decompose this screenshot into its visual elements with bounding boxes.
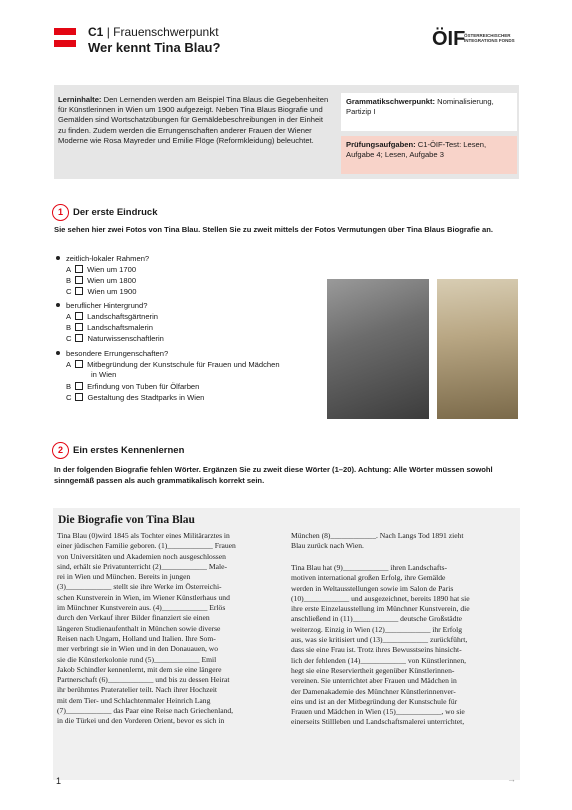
photo-portrait: [327, 279, 429, 419]
checkbox-icon: [75, 334, 83, 342]
bio-line: in die Türkei und den Vorderen Orient, bevor es sich in: [57, 716, 225, 726]
bio-line: (3)____________ stellt sie ihre Werke im Österreichi-: [57, 582, 222, 592]
question: besondere Errungenschaften?: [56, 349, 168, 359]
option[interactable]: B Wien um 1800: [66, 276, 137, 285]
bio-right-column-bottom: [291, 563, 516, 728]
bio-line: vereinen. Sie unterrichtet aber Frauen und Mädchen in: [291, 676, 457, 686]
option[interactable]: C Wien um 1900: [66, 287, 137, 296]
option[interactable]: A Landschaftsgärtnerin: [66, 312, 158, 321]
photo-painting-outdoors: [437, 279, 518, 419]
bio-line: (10)____________ und ausgezeichnet, bereits 1890 hat sie: [291, 593, 470, 603]
checkbox-icon: [75, 287, 83, 295]
bio-box: [53, 508, 520, 780]
intro-box: [54, 85, 519, 179]
section-instruction: Sie sehen hier zwei Fotos von Tina Blau. Stellen Sie zu zweit mittels der Fotos Vermutungen über Tina Blaus Biografie an.: [54, 225, 493, 234]
section-number: 1: [52, 204, 69, 221]
bio-line: aus, was sie kritisiert und (13)____________ zurückführt,: [291, 635, 468, 645]
bio-line: Blau zurück nach Wien.: [291, 541, 364, 551]
checkbox-icon: [75, 276, 83, 284]
option[interactable]: A Wien um 1700: [66, 265, 137, 274]
bio-line: mer verbringt sie in Wien und in den Donauauen, wo: [57, 644, 219, 654]
bio-line: lich der fehlenden (14)____________ von Künstlerinnen,: [291, 655, 467, 665]
bio-line: eins und ist an der Mitbegründung der Kunstschule für: [291, 696, 458, 706]
page-number: 1: [56, 776, 62, 786]
bio-line: durch den Verkauf ihrer Bilder finanziert sie einen: [57, 613, 210, 623]
option[interactable]: C Gestaltung des Stadtparks in Wien: [66, 393, 205, 402]
bio-title: Die Biografie von Tina Blau: [58, 514, 195, 526]
question: beruflicher Hintergrund?: [56, 301, 147, 311]
page-title: Wer kennt Tina Blau?: [88, 40, 221, 55]
bio-line: (7)____________ das Paar eine Reise nach Griechenland,: [57, 706, 234, 716]
bio-line: Tina Blau hat (9)____________ ihren Landschafts-: [291, 563, 447, 572]
option[interactable]: A Mitbegründung der Kunstschule für Frauen und Mädchen: [66, 360, 280, 369]
grammatik-box: Grammatikschwerpunkt: Nominalisierung, Partizip I: [341, 93, 517, 131]
bio-line: Frauen und Mädchen in Wien (15)____________, wo sie: [291, 707, 465, 717]
pruefung-box: Prüfungsaufgaben: C1-ÖIF-Test: Lesen, Aufgabe 4; Lesen, Aufgabe 3: [341, 136, 517, 174]
option[interactable]: B Erfindung von Tuben für Ölfarben: [66, 382, 200, 391]
bio-line: schen Kunstverein in Wien, im Wiener Künstlerhaus und: [57, 592, 230, 602]
option-continuation: in Wien: [91, 370, 117, 379]
oif-logo: ÖIF ÖSTERREICHISCHER INTEGRATIONS FONDS: [432, 28, 515, 50]
checkbox-icon: [75, 393, 83, 401]
bio-line: weiterzog. Einzig in Wien (12)____________ ihr Erfolg: [291, 624, 463, 634]
bio-line: hegt sie eine Reserviertheit gegenüber Künstlerinnen-: [291, 665, 455, 675]
bio-line: längeren Studienaufenthalt in München sowie diverse: [57, 623, 221, 633]
checkbox-icon: [75, 360, 83, 368]
bio-line: Partnerschaft (6)____________ und bis zu dessen Heirat: [57, 675, 230, 685]
bio-line: mit dem Tier- und Schlachtenmaler Heinrich Lang: [57, 695, 211, 705]
section-title: Der erste Eindruck: [73, 207, 158, 218]
level-label: C1 | Frauenschwerpunkt: [88, 25, 219, 39]
bio-line: dass sie eine Frau ist. Trotz ihres Bewusstseins hinsicht-: [291, 645, 462, 655]
bio-line: rei in Wien und München. Bereits in jungen: [57, 572, 191, 582]
bio-line: sind, erhält sie Privatunterricht (2)____________ Male-: [57, 561, 227, 571]
bio-line: Tina Blau (0)wird 1845 als Tochter eines Militärarztes in: [57, 531, 230, 540]
section-instruction: In der folgenden Biografie fehlen Wörter. Ergänzen Sie zu zweit diese Wörter (1–20). Achtung: Alle Wörter müssen sowohl sinngemäß passen als auch grammatikalisch korrekt sein.: [54, 465, 493, 485]
bio-line: anschließend in (11)____________ deutsche Großstädte: [291, 614, 462, 624]
section-number: 2: [52, 442, 69, 459]
checkbox-icon: [75, 323, 83, 331]
option[interactable]: C Naturwissenschaftlerin: [66, 334, 164, 343]
bio-line: Reisen nach Ungarn, Holland und Italien. Ihre Som-: [57, 633, 216, 643]
next-arrow-icon[interactable]: →: [507, 774, 516, 784]
brand-bars: [54, 28, 76, 52]
bio-line: München (8)____________. Nach Langs Tod 1891 zieht: [291, 531, 464, 540]
bio-line: Jakob Schindler kennenlernt, mit dem sie eine längere: [57, 664, 222, 674]
bio-line: von Universitäten und Akademien noch ausgeschlossen: [57, 551, 226, 561]
bio-line: der Damenakademie des Münchner Künstlerinnenver-: [291, 686, 456, 696]
bio-line: sie die Künstlerkolonie rund (5)____________ Emil: [57, 654, 217, 664]
bio-line: motiven international großen Erfolg, ihre Gemälde: [291, 573, 446, 583]
bio-line: ihr berühmtes Prateratelier teilt. Nach ihrer Hochzeit: [57, 685, 218, 695]
bio-line: einerseits Stillleben und Landschaftsmalerei unterrichtet,: [291, 717, 465, 727]
bio-line: werden in Weltausstellungen sowie im Salon de Paris: [291, 583, 454, 593]
checkbox-icon: [75, 382, 83, 390]
bio-right-column-top: [291, 531, 516, 552]
bio-left-column: [57, 531, 279, 727]
question: zeitlich-lokaler Rahmen?: [56, 254, 149, 264]
bio-line: ihre erste Einzelausstellung im Münchner Kunstverein, die: [291, 604, 470, 614]
checkbox-icon: [75, 312, 83, 320]
lerninhalte: Lerninhalte: Den Lernenden werden am Beispiel Tina Blaus die Gegebenheiten für Künstlerinnen in Wien um 1900 aufgezeigt. Neben Tina Blaus Biografie und Gemälden sind Wortschatzübungen für Gemäldebeschreibungen in der Einheit zu finden. Zudem werden die Errungenschaften anderer Frauen der Wiener Moderne wie Rosa Mayreder und Emilie Flöge (Reformkleidung) beleuchtet.: [58, 95, 329, 145]
bio-line: einer jüdischen Familie geboren. (1)____________ Frauen: [57, 541, 236, 551]
bio-line: im Münchner Kunstverein aus. (4)____________ Erlös: [57, 603, 226, 613]
checkbox-icon: [75, 265, 83, 273]
section-title: Ein erstes Kennenlernen: [73, 445, 185, 456]
option[interactable]: B Landschaftsmalerin: [66, 323, 153, 332]
